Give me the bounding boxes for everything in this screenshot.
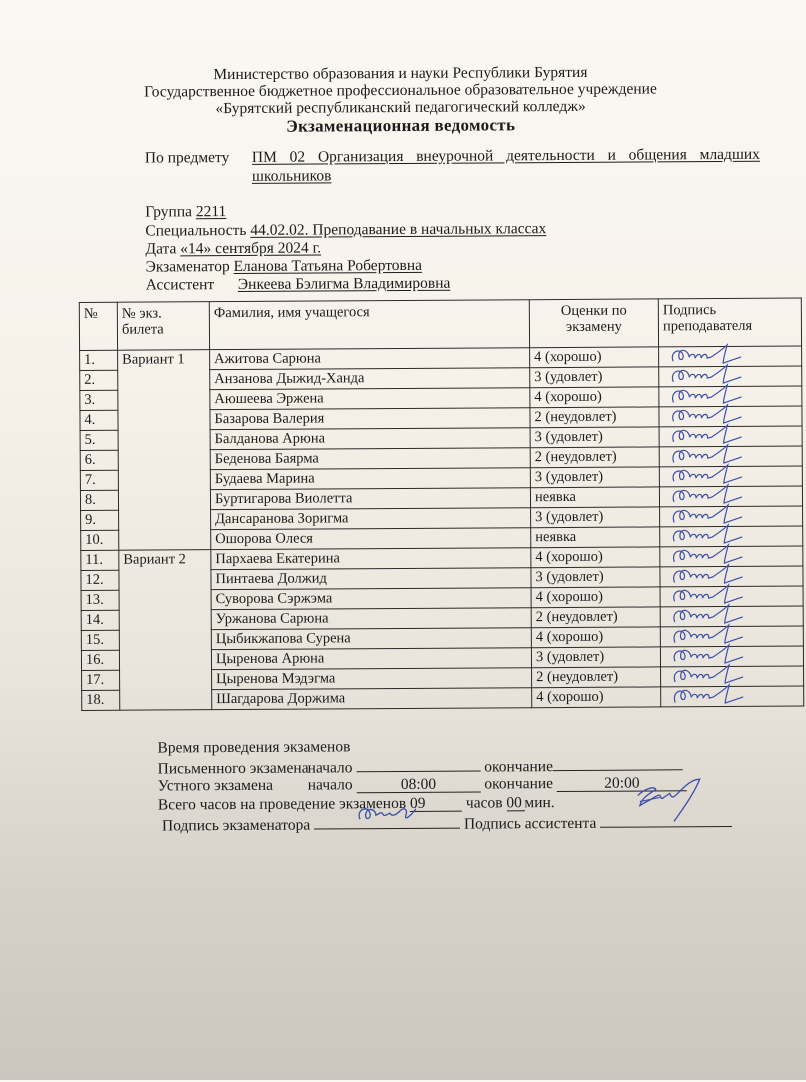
subject-field (144, 145, 760, 185)
exam-grade: 2 (неудовлет) (531, 607, 660, 628)
time-heading: Время проведения экзаменов (157, 738, 351, 757)
student-name: Будаева Марина (210, 468, 530, 490)
examiner-signature-icon (354, 803, 424, 825)
col-number-header: № (79, 302, 117, 350)
teacher-signature-cell (661, 686, 804, 707)
exam-grade: 4 (хорошо) (532, 687, 661, 708)
exam-grade: 3 (удовлет) (530, 427, 659, 448)
student-name: Базарова Валерия (210, 408, 530, 430)
student-name: Аюшеева Эржена (210, 388, 530, 410)
row-number: 12. (81, 570, 119, 590)
ticket-variant: Вариант 2 (119, 550, 212, 711)
row-number: 3. (80, 390, 118, 410)
assistant-field (146, 274, 451, 295)
subject-label: По предмету (144, 149, 230, 167)
total-hours-value: 09 (410, 796, 462, 812)
row-number: 2. (80, 370, 118, 390)
exam-grade: 2 (неудовлет) (532, 667, 661, 688)
col-grade-header: Оценки по экзамену (529, 299, 658, 348)
oral-start-value: 08:00 (356, 777, 480, 794)
exam-grade: 3 (удовлет) (530, 467, 659, 488)
written-end-value (553, 754, 683, 771)
exam-grade: неявка (530, 487, 659, 508)
exam-grade: 3 (удовлет) (531, 647, 660, 668)
row-number: 10. (81, 530, 119, 550)
exam-grade: 3 (удовлет) (531, 567, 660, 588)
row-number: 15. (81, 630, 119, 650)
student-name: Анзанова Дыжид-Ханда (210, 368, 530, 390)
written-exam-label: Письменного экзамена (157, 759, 309, 778)
date-label: Дата (145, 240, 177, 258)
student-name: Цыренова Арюна (211, 648, 531, 670)
specialty-value: 44.02.02. Преподавание в начальных классах (250, 220, 547, 239)
group-field (145, 202, 226, 221)
assistant-signature-label: Подпись ассистента (463, 814, 597, 833)
row-number: 4. (80, 410, 118, 430)
student-name: Суворова Сэржэма (211, 588, 531, 610)
oral-exam-label: Устного экзамена (157, 776, 274, 795)
group-label: Группа (145, 203, 193, 221)
institution-type-line: Государственное бюджетное профессиональное образовательное учреждение (144, 80, 657, 101)
table-body (80, 346, 804, 710)
row-number: 16. (81, 650, 119, 670)
student-name: Цыбикжапова Сурена (211, 628, 531, 650)
ticket-variant: Вариант 1 (118, 350, 211, 551)
exam-grade: 4 (хорошо) (530, 387, 659, 408)
subject-value: ПМ 02 Организация внеурочной деятельности и общения младших школьников (251, 145, 760, 185)
grades-table (79, 298, 804, 711)
row-number: 1. (80, 350, 118, 370)
signatures-row (162, 811, 732, 835)
assistant-label: Ассистент (145, 276, 215, 294)
exam-grade: неявка (531, 527, 660, 548)
row-number: 11. (81, 550, 119, 570)
document-title: Экзаменационная ведомость (286, 115, 516, 136)
exam-grade: 2 (неудовлет) (530, 407, 659, 428)
written-end-label: окончание (484, 758, 553, 776)
total-hours-label: Всего часов на проведение экзаменов (157, 794, 407, 814)
col-signature-header: Подпись преподавателя (658, 298, 801, 347)
assistant-value: Энкеева Бэлигма Владимировна (237, 274, 451, 293)
minutes-unit-label: мин. (524, 794, 555, 812)
exam-grade: 2 (неудовлет) (530, 447, 659, 468)
examiner-label: Экзаменатор (145, 258, 230, 276)
oral-start-label: начало (307, 776, 353, 794)
exam-grade: 4 (хорошо) (531, 547, 660, 568)
row-number: 8. (80, 490, 118, 510)
col-ticket-header: № экз. билета (117, 302, 209, 351)
row-number: 18. (82, 690, 120, 710)
group-value: 2211 (195, 203, 227, 221)
written-start-label: начало (307, 759, 353, 777)
student-name: Балданова Арюна (210, 428, 530, 450)
row-number: 13. (81, 590, 119, 610)
examiner-value: Еланова Татьяна Робертовна (233, 256, 423, 276)
student-name: Ошорова Олеся (211, 528, 531, 550)
row-number: 9. (81, 510, 119, 530)
row-number: 14. (81, 610, 119, 630)
written-start-value (356, 756, 480, 773)
handwritten-signature-icon (669, 683, 749, 707)
hours-unit-label: часов (465, 794, 503, 812)
row-number: 17. (82, 670, 120, 690)
examiner-signature-field (314, 813, 460, 830)
date-field (145, 238, 321, 258)
specialty-field (145, 219, 546, 240)
student-name: Дансаранова Зоригма (211, 508, 531, 530)
exam-grade: 4 (хорошо) (530, 347, 659, 368)
total-minutes-value: 00 (506, 795, 524, 811)
student-name: Пинтаева Должид (211, 568, 531, 590)
date-value: «14» сентября 2024 г. (180, 239, 322, 258)
student-name: Пархаева Екатерина (211, 548, 531, 570)
student-name: Буртигарова Виолетта (210, 488, 530, 510)
ministry-line: Министерство образования и науки Республики Бурятия (213, 63, 588, 84)
student-name: Цыренова Мэдэгма (212, 668, 532, 690)
student-name: Уржанова Сарюна (211, 608, 531, 630)
row-number: 5. (80, 430, 118, 450)
oral-end-label: окончание (484, 775, 554, 793)
exam-grade: 3 (удовлет) (531, 507, 660, 528)
oral-exam-row (158, 773, 687, 795)
student-name: Беденова Баярма (210, 448, 530, 470)
row-number: 6. (80, 450, 118, 470)
assistant-signature-icon (630, 775, 710, 823)
exam-grade: 4 (хорошо) (531, 587, 660, 608)
exam-grade: 3 (удовлет) (530, 367, 659, 388)
col-student-header: Фамилия, имя учащегося (209, 300, 529, 350)
specialty-label: Специальность (145, 221, 247, 240)
oral-end-value: 20:00 (557, 775, 687, 792)
student-name: Шагдарова Доржима (212, 688, 532, 710)
college-name-line: «Бурятский республиканский педагогический колледж» (215, 97, 586, 118)
assistant-signature-field (600, 811, 732, 828)
student-name: Ажитова Сарюна (210, 348, 530, 370)
exam-grade: 4 (хорошо) (531, 627, 660, 648)
examiner-signature-label: Подпись экзаменатора (161, 816, 311, 835)
row-number: 7. (80, 470, 118, 490)
